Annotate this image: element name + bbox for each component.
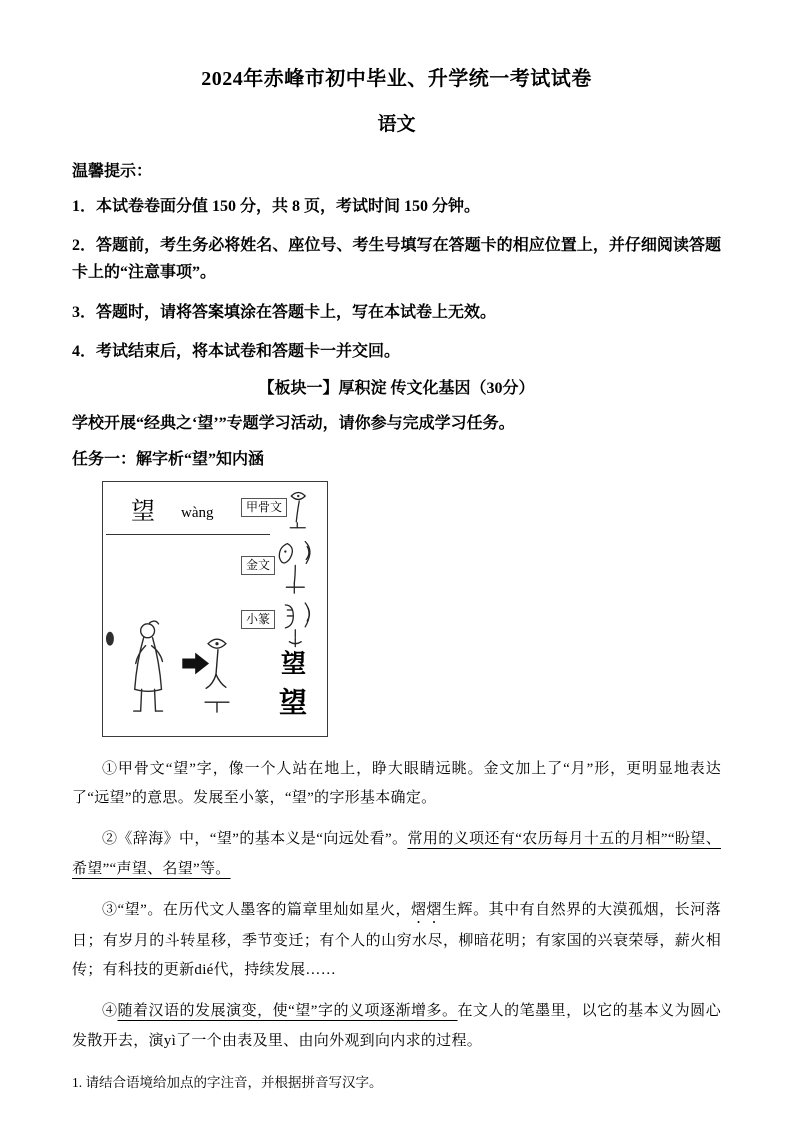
bronze-script-glyph	[279, 542, 310, 594]
notice-item-3: 3．答题时，请将答案填涂在答题卡上，写在本试卷上无效。	[72, 303, 497, 321]
figure-main-character: 望	[131, 498, 155, 525]
notice-item-2: 2．答题前，考生务必将姓名、座位号、考生号填写在答题卡的相应位置上，并仔细阅读答题卡上的“注意事项”。	[72, 237, 721, 282]
underlined-sentence: 常用的义项还有“农历每月十五的月相”“盼望、希望”“声望、名望”等。	[72, 831, 722, 877]
notice-item-1: 1．本试卷卷面分值 150 分，共 8 页，考试时间 150 分钟。	[72, 198, 481, 215]
paragraph-text: ①甲骨文“望”字，像一个人站在地上，睁大眼睛远眺。金文加上了“月”形，更明显地表达了“远望”的意思。发展至小篆，“望”的字形基本确定。	[72, 760, 721, 807]
question-1	[72, 1072, 721, 1094]
underlined-sentence: 随着汉语的发展演变，使“望”字的义项逐渐增多。	[117, 1003, 458, 1020]
exam-subject: 语文	[377, 114, 416, 135]
oracle-script-label: 甲骨文	[241, 498, 287, 517]
dotted-characters: 熠熠	[411, 901, 443, 918]
figure-pinyin: wàng	[181, 504, 214, 521]
clerical-script-character: 望	[281, 650, 307, 678]
notice-heading: 温馨提示：	[72, 163, 153, 180]
task-heading: 任务一：解字析“望”知内涵	[72, 450, 265, 468]
ink-mark	[106, 632, 114, 646]
oracle-script-glyph	[290, 492, 305, 527]
character-evolution-figure	[102, 481, 328, 737]
paragraph-text: ②《辞海》中，“望”的基本义是“向远处看”。	[102, 831, 408, 848]
seal-script-glyph	[285, 603, 309, 647]
paragraph-3	[72, 896, 721, 986]
paragraph-1	[72, 755, 721, 814]
paragraph-4	[72, 997, 721, 1056]
section-heading: 【板块一】厚积淀 传文化基因（30分）	[258, 379, 535, 397]
oracle-glyph-large	[205, 639, 229, 712]
section-intro: 学校开展“经典之‘望’”专题学习活动，请你参与完成学习任务。	[72, 414, 515, 432]
paragraph-text: 生辉。其中有自然界的大漠孤烟，长河落日；有岁月的斗转星移，季节变迁；有个人的山穷水尽，柳暗花明；有家国的兴衰荣辱，薪火相传；有科技的更新dié代，持续发展……	[72, 901, 722, 979]
seal-script-label: 小篆	[241, 610, 275, 629]
paragraph-2	[72, 825, 721, 884]
paragraph-marker: ④	[102, 1003, 118, 1020]
bronze-script-label: 金文	[241, 556, 275, 575]
paragraph-text: 在文人的笔墨里，以它的基本义为圆心发散开去，演yì了一个由表及里、由向外观到向内求的过程。	[72, 1003, 721, 1049]
notice-item-4: 4．考试结束后，将本试卷和答题卡一并交回。	[72, 342, 401, 360]
exam-title: 2024年赤峰市初中毕业、升学统一考试试卷	[201, 68, 592, 90]
person-sketch	[134, 621, 163, 711]
question-text: 1. 请结合语境给加点的字注音，并根据拼音写汉字。	[72, 1074, 383, 1090]
paragraph-text: ③“望”。在历代文人墨客的篇章里灿如星火，	[102, 901, 412, 918]
regular-script-character: 望	[279, 687, 308, 719]
arrow-icon	[182, 653, 209, 675]
